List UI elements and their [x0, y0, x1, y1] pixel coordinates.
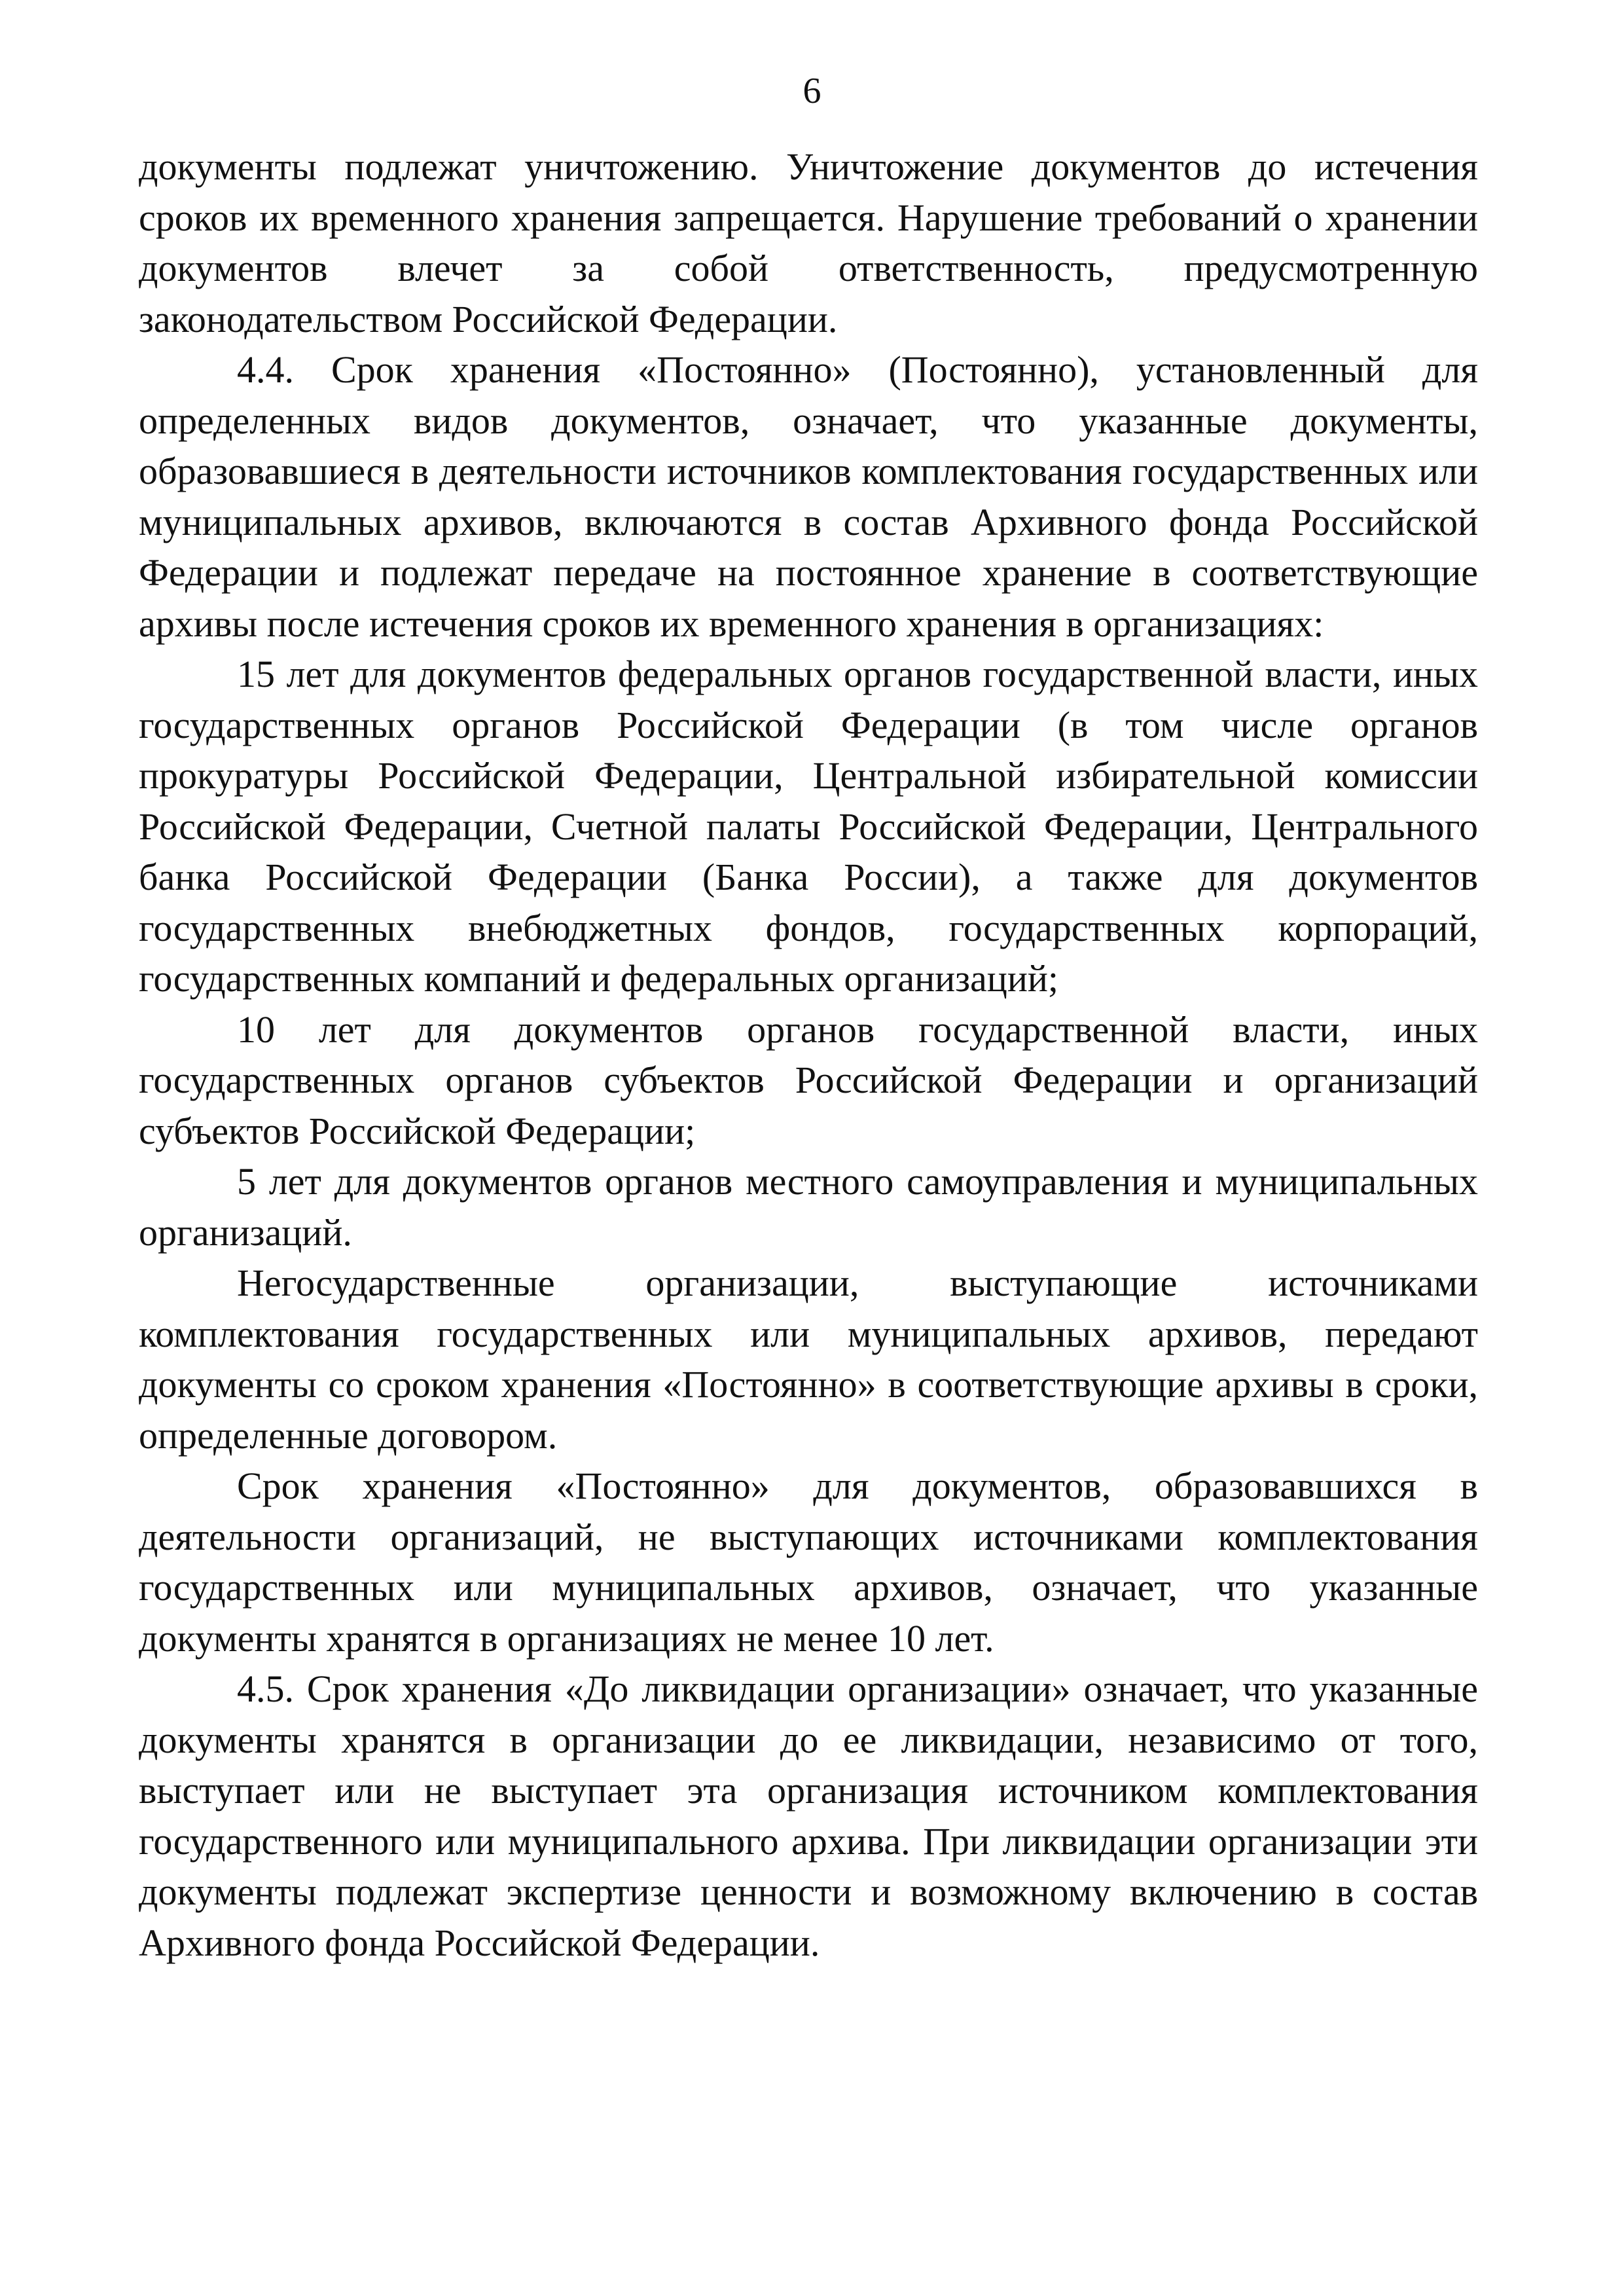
paragraph-clause-4-5: 4.5. Срок хранения «До ликвидации организации» означает, что указанные документы хранятся в организации до ее ликвидации, независимо от того, выступает или не выступает эта организация источником комплектования государственного или муниципального архива. При ликвидации организации эти документы подлежат экспертизе ценности и возможному включению в состав Архивного фонда Российской Федерации. — [139, 1667, 1478, 1964]
paragraph-5-years: 5 лет для документов органов местного самоуправления и муниципальных организаций. — [139, 1160, 1478, 1254]
paragraph-10-years: 10 лет для документов органов государственной власти, иных государственных органов субъектов Российской Федерации и организаций субъектов Российской Федерации; — [139, 1008, 1478, 1152]
paragraph-non-state-organizations: Негосударственные организации, выступающие источниками комплектования государственных или муниципальных архивов, передают документы со сроком хранения «Постоянно» в соответствующие архивы в сроки, определенные договором. — [139, 1262, 1478, 1457]
paragraph-continuation: документы подлежат уничтожению. Уничтожение документов до истечения сроков их временного хранения запрещается. Нарушение требований о хранении документов влечет за собой ответственность, предусмотренную законодательством Российской Федерации. — [139, 145, 1478, 340]
document-body — [139, 141, 1478, 1968]
page-number: 6 — [803, 71, 821, 111]
paragraph-15-years: 15 лет для документов федеральных органов государственной власти, иных государственных органов Российской Федерации (в том числе органов прокуратуры Российской Федерации, Центральной избирательной комиссии Российской Федерации, Счетной палаты Российской Федерации, Центрального банка Российской Федерации (Банка России), а также для документов государственных внебюджетных фондов, государственных корпораций, государственных компаний и федеральных организаций; — [139, 653, 1478, 1000]
paragraph-clause-4-4: 4.4. Срок хранения «Постоянно» (Постоянно), установленный для определенных видов документов, означает, что указанные документы, образовавшиеся в деятельности источников комплектования государственных или муниципальных архивов, включаются в состав Архивного фонда Российской Федерации и подлежат передаче на постоянное хранение в соответствующие архивы после истечения сроков их временного хранения в организациях: — [139, 348, 1478, 645]
paragraph-permanent-term: Срок хранения «Постоянно» для документов, образовавшихся в деятельности организаций, не выступающих источниками комплектования государственных или муниципальных архивов, означает, что указанные документы хранятся в организациях не менее 10 лет. — [139, 1465, 1478, 1660]
